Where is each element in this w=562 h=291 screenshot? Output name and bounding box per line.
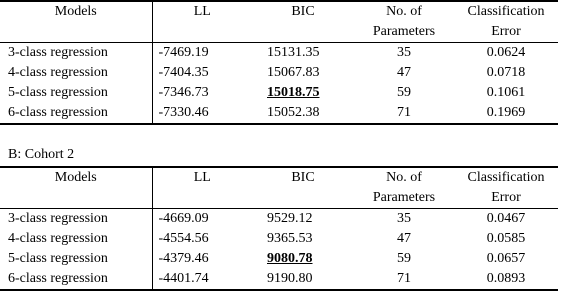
model-cell: 6-class regression xyxy=(0,269,152,290)
table-row xyxy=(0,209,558,230)
table-row xyxy=(0,63,558,83)
bic-cell: 15052.38 xyxy=(252,103,354,124)
ll-cell: -7330.46 xyxy=(152,103,252,124)
model-cell: 4-class regression xyxy=(0,229,152,249)
cohort-1-table xyxy=(0,0,558,125)
bic-header: BIC xyxy=(252,167,354,188)
ll-cell: -7404.35 xyxy=(158,65,209,80)
bic-cell: 9365.53 xyxy=(267,231,313,246)
params-cell: 59 xyxy=(397,85,411,100)
model-cell: 5-class regression xyxy=(0,83,152,103)
params-cell: 71 xyxy=(354,269,454,290)
model-cell: 3-class regression xyxy=(0,43,152,64)
ll-cell: -4554.56 xyxy=(158,231,209,246)
best-bic-value: 15018.75 xyxy=(267,85,320,100)
ll-cell: -4379.46 xyxy=(158,251,209,266)
table-row xyxy=(0,269,558,290)
ll-cell: -4401.74 xyxy=(152,269,252,290)
bic-cell: 9190.80 xyxy=(252,269,354,290)
cohort-1-body xyxy=(0,43,558,125)
params-header-line2: Parameters xyxy=(354,22,454,43)
class-error-cell: 0.0657 xyxy=(486,251,526,266)
ll-header: LL xyxy=(152,1,252,22)
table-row xyxy=(0,229,558,249)
class-error-cell: 0.0467 xyxy=(486,211,526,226)
bic-cell: 15131.35 xyxy=(267,45,320,60)
model-cell: 4-class regression xyxy=(0,63,152,83)
params-cell: 59 xyxy=(397,251,411,266)
model-cell: 3-class regression xyxy=(0,209,152,230)
bic-cell: 15067.83 xyxy=(267,65,320,80)
params-cell: 47 xyxy=(397,231,411,246)
models-header: Models xyxy=(0,167,152,188)
table-row xyxy=(0,249,558,269)
class-error-cell: 0.1969 xyxy=(454,103,558,124)
ll-cell: -7346.73 xyxy=(158,85,209,100)
bic-header: BIC xyxy=(252,1,354,22)
table-row xyxy=(0,43,558,64)
class-error-header-line2: Error xyxy=(454,22,558,43)
params-cell: 47 xyxy=(397,65,411,80)
header-row-2 xyxy=(0,188,558,209)
cohort-2-label: B: Cohort 2 xyxy=(8,147,75,162)
table-row xyxy=(0,83,558,103)
params-header-line1: No. of xyxy=(354,167,454,188)
params-header-line2: Parameters xyxy=(354,188,454,209)
class-error-header-line1: Classification xyxy=(454,1,558,22)
table-row xyxy=(0,103,558,124)
model-cell: 6-class regression xyxy=(0,103,152,124)
class-error-cell: 0.0718 xyxy=(486,65,526,80)
header-row-2 xyxy=(0,22,558,43)
bic-cell: 9529.12 xyxy=(267,211,313,226)
ll-cell: -7469.19 xyxy=(158,45,209,60)
class-error-cell: 0.1061 xyxy=(486,85,526,100)
cohort-2-body xyxy=(0,209,558,291)
header-row xyxy=(0,167,558,188)
ll-header: LL xyxy=(152,167,252,188)
params-header-line1: No. of xyxy=(354,1,454,22)
class-error-header-line2: Error xyxy=(454,188,558,209)
model-cell: 5-class regression xyxy=(0,249,152,269)
best-bic-value: 9080.78 xyxy=(267,251,313,266)
params-cell: 35 xyxy=(397,45,411,60)
class-error-cell: 0.0585 xyxy=(486,231,526,246)
class-error-cell: 0.0893 xyxy=(454,269,558,290)
cohort-2-table xyxy=(0,166,558,291)
ll-cell: -4669.09 xyxy=(158,211,209,226)
params-cell: 71 xyxy=(354,103,454,124)
models-header: Models xyxy=(0,1,152,22)
class-error-header-line1: Classification xyxy=(454,167,558,188)
params-cell: 35 xyxy=(397,211,411,226)
header-row xyxy=(0,1,558,22)
class-error-cell: 0.0624 xyxy=(486,45,526,60)
